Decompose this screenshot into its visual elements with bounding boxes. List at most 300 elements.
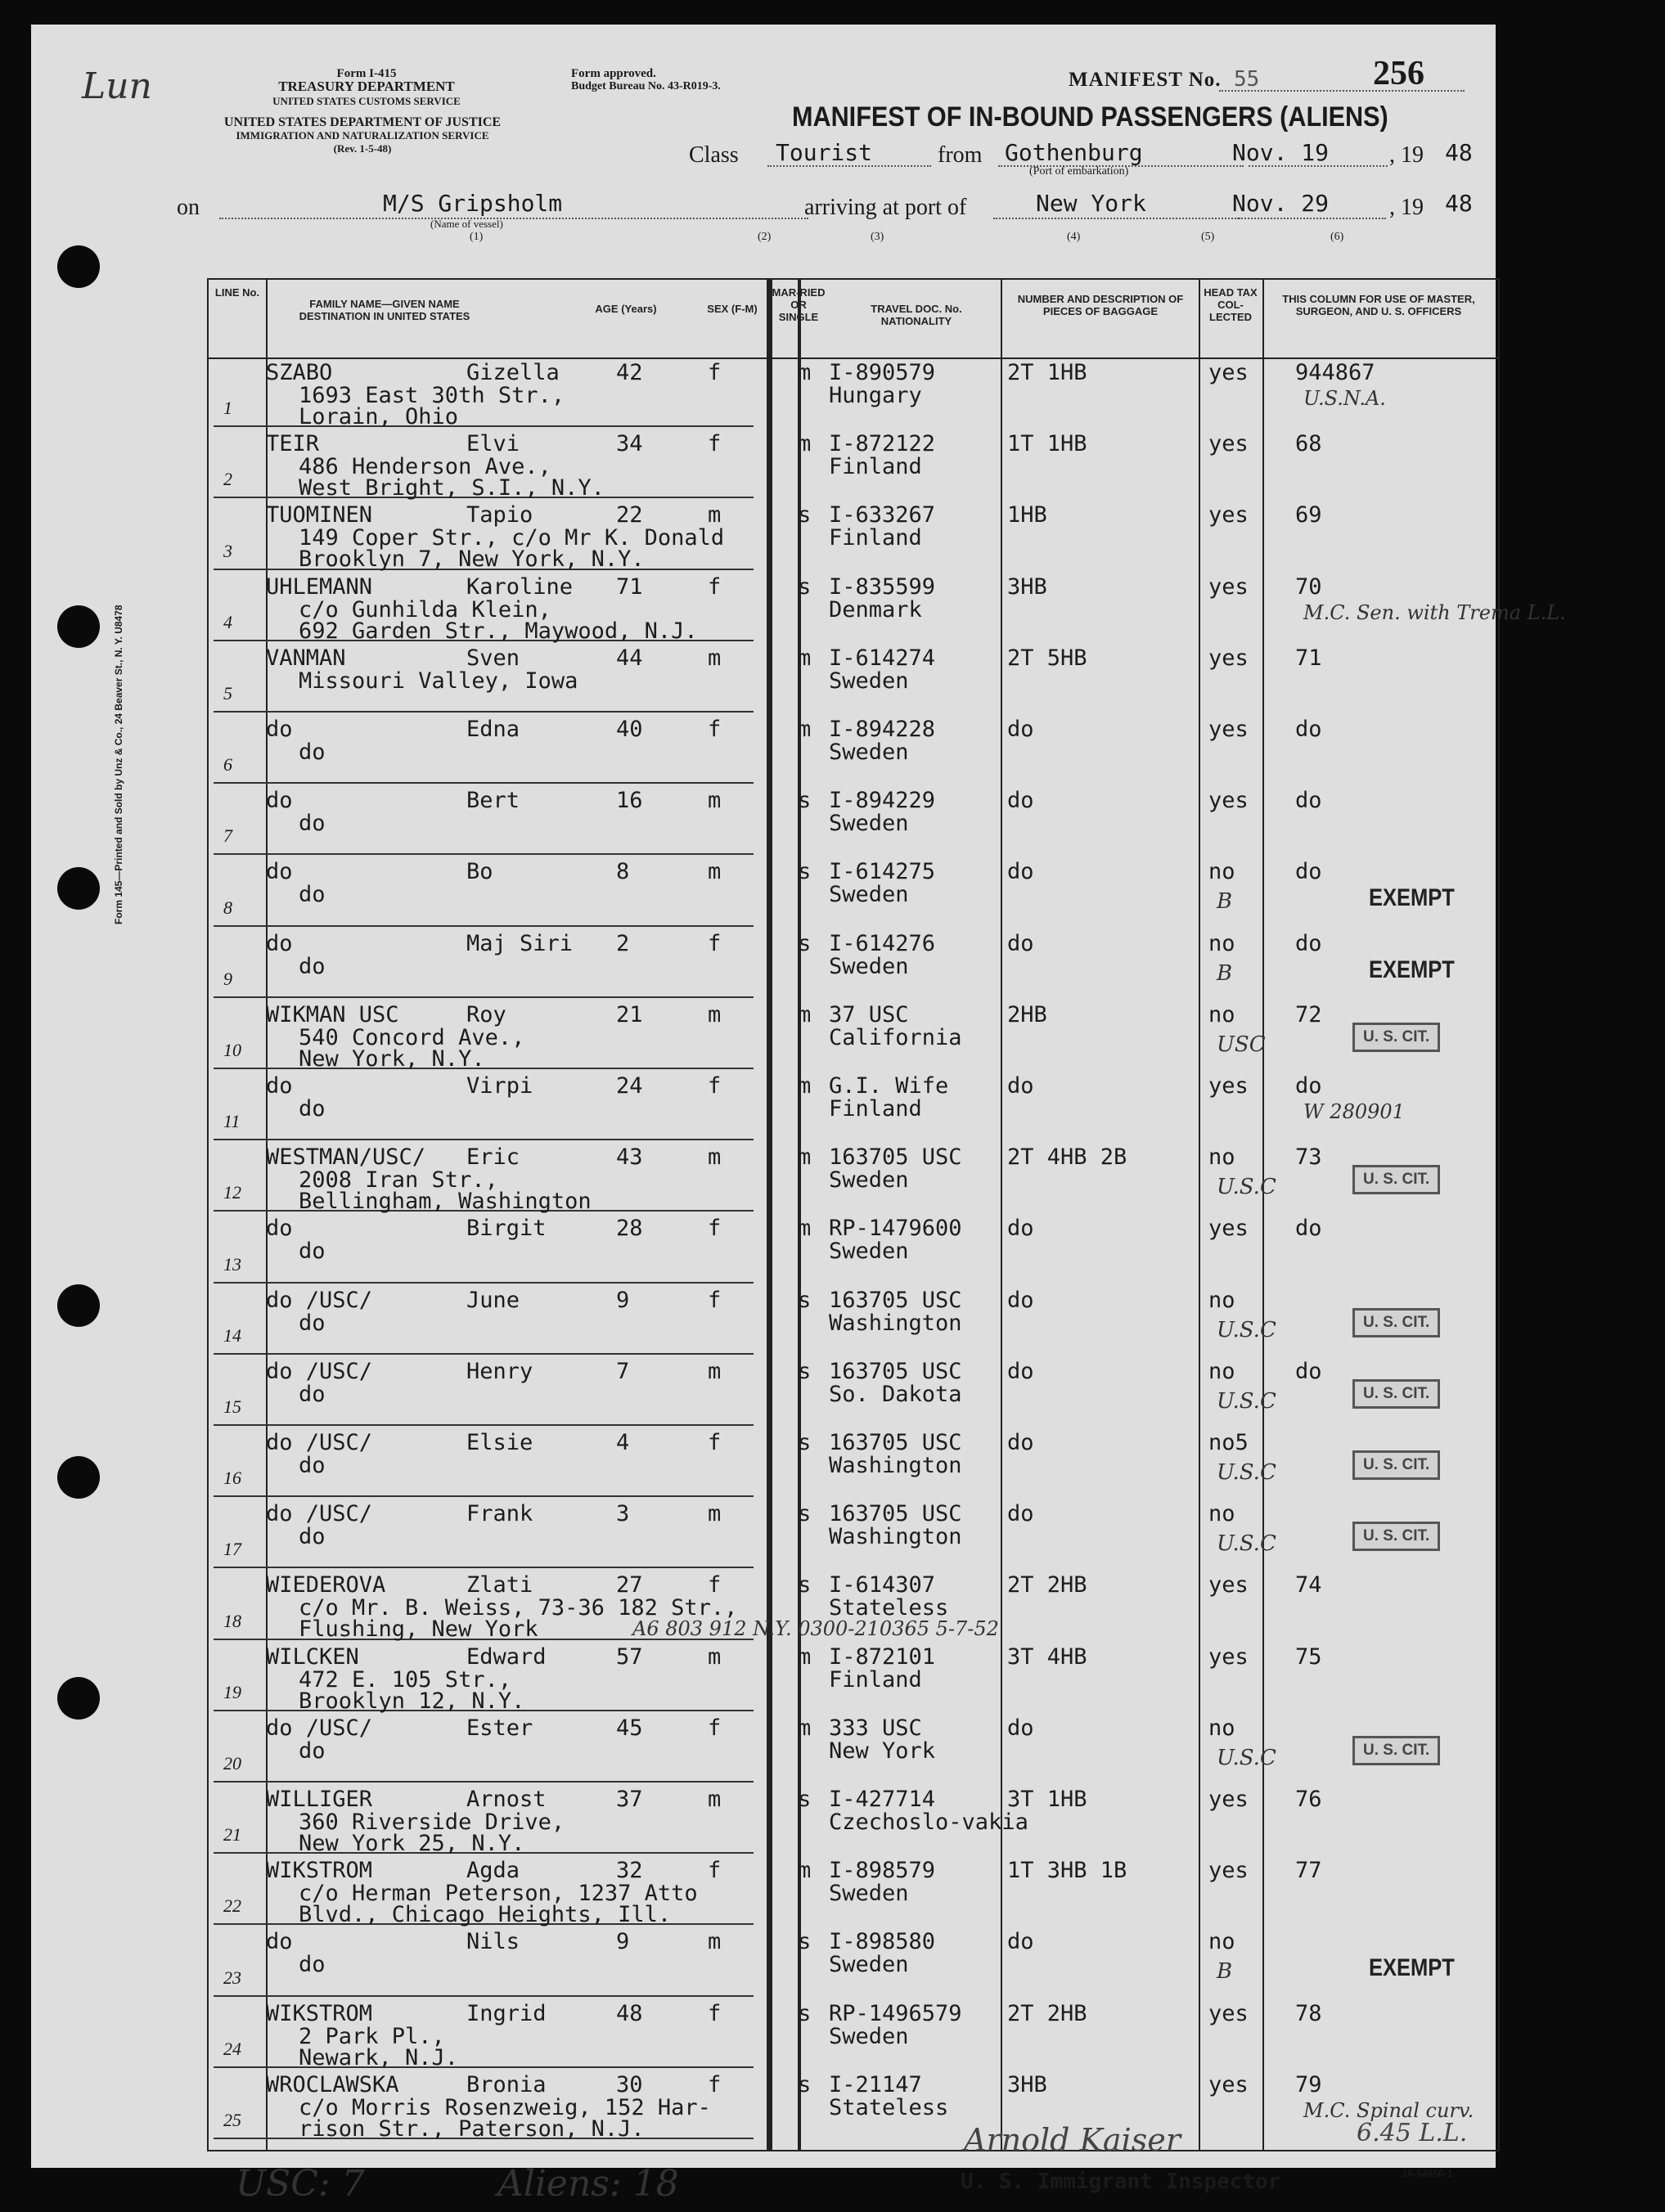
punch-hole (57, 245, 100, 288)
marital-status: m (798, 1643, 812, 1670)
class-label: Class (689, 142, 739, 168)
sex: f (708, 1858, 722, 1884)
revision-date: (Rev. 1-5-48) (333, 142, 392, 155)
col-num-6: (6) (1330, 231, 1344, 243)
marital-status: s (798, 1430, 812, 1455)
destination-line-2: New York, N.Y. (299, 1045, 485, 1072)
marital-status: s (798, 1287, 812, 1313)
travel-document: RP-1496579 (829, 2000, 962, 2026)
sex: f (708, 930, 722, 956)
us-citizen-stamp: U. S. CIT. (1352, 1450, 1440, 1480)
destination-line-1: c/o Morris Rosenzweig, 152 Har- (299, 2094, 711, 2120)
nationality: Sweden (829, 1881, 909, 1907)
age: 44 (616, 645, 643, 671)
vessel-name: M/S Gripsholm (383, 190, 563, 217)
nationality: So. Dakota (829, 1381, 962, 1407)
given-name: Elvi (466, 431, 520, 457)
row-rule (214, 2066, 754, 2068)
us-citizen-stamp: U. S. CIT. (1352, 1308, 1440, 1338)
sex: m (708, 859, 722, 885)
nationality: Hungary (829, 383, 922, 408)
travel-document: I-427714 (829, 1787, 936, 1812)
nationality: Czechoslo-vakia (829, 1810, 1028, 1835)
given-name: Maj Siri (466, 930, 574, 956)
margin-note: Lun (82, 65, 152, 107)
line-number: 6 (223, 754, 232, 776)
marital-status: s (798, 1787, 812, 1812)
us-citizen-stamp: U. S. CIT. (1352, 1165, 1440, 1194)
officer-entry: 78 (1295, 2000, 1322, 2026)
row-rule (214, 853, 754, 855)
marital-status: m (798, 645, 812, 671)
officer-entry: 69 (1295, 502, 1322, 528)
officer-entry: 74 (1295, 1572, 1322, 1598)
row-rule (214, 1567, 754, 1568)
family-name: WILLIGER (266, 1787, 373, 1812)
given-name: Ester (466, 1715, 533, 1741)
age: 37 (616, 1787, 643, 1812)
sex: f (708, 1715, 722, 1741)
age: 9 (616, 1287, 630, 1313)
officer-entry: 68 (1295, 431, 1322, 457)
head-tax: yes (1208, 1572, 1249, 1598)
family-name: WILCKEN (266, 1643, 359, 1670)
embarkation-port: Gothenburg (1005, 139, 1143, 166)
line-number: 14 (223, 1324, 241, 1346)
given-name: Eric (466, 1144, 520, 1171)
travel-document: 163705 USC (829, 1144, 962, 1171)
destination-line-1: 2008 Iran Str., (299, 1167, 498, 1194)
family-name: do /USC/ (266, 1358, 373, 1384)
travel-document: I-21147 (829, 2071, 922, 2097)
sex: m (708, 502, 722, 528)
baggage: 3HB (1007, 573, 1047, 600)
travel-document: 37 USC (829, 1001, 909, 1027)
given-name: Karoline (466, 573, 574, 600)
destination-line-1: c/o Mr. B. Weiss, 73-36 182 Str., (299, 1595, 738, 1621)
on-label: on (177, 195, 200, 220)
age: 57 (616, 1643, 643, 1670)
given-name: Virpi (466, 1073, 533, 1099)
head-tax: no (1208, 1501, 1235, 1527)
destination-line-1: do (299, 1096, 326, 1122)
head-tax: yes (1208, 2071, 1249, 2097)
baggage: do (1007, 1715, 1034, 1741)
inspector-title: U. S. Immigrant Inspector (961, 2169, 1281, 2194)
baggage: 2T 5HB (1007, 645, 1087, 671)
given-name: Arnost (466, 1787, 547, 1812)
destination-line-1: c/o Herman Peterson, 1237 Atto (299, 1881, 698, 1907)
travel-document: 163705 USC (829, 1358, 962, 1384)
head-tax: yes (1208, 717, 1249, 742)
age: 8 (616, 859, 630, 885)
family-name: do /USC/ (266, 1430, 373, 1455)
given-name: Bronia (466, 2071, 547, 2097)
head-tax-note: B (1217, 960, 1233, 986)
signature-note: 6.45 L.L. (1357, 2119, 1468, 2147)
officer-entry: do (1295, 1358, 1322, 1384)
given-name: Birgit (466, 1216, 547, 1242)
baggage: 3T 1HB (1007, 1787, 1087, 1812)
destination-line-2: Brooklyn 12, N.Y. (299, 1688, 525, 1714)
age: 4 (616, 1430, 630, 1455)
sex: f (708, 1572, 722, 1598)
col-age: AGE (Years) (595, 303, 657, 315)
age: 22 (616, 502, 643, 528)
baggage: do (1007, 1216, 1034, 1242)
immigration-service: IMMIGRATION AND NATURALIZATION SERVICE (236, 129, 489, 142)
age: 9 (616, 1929, 630, 1955)
line-number: 16 (223, 1468, 241, 1489)
officer-entry: 76 (1295, 1787, 1322, 1812)
head-tax-note: U.S.C (1217, 1388, 1276, 1414)
page-number: 256 (1373, 55, 1424, 92)
baggage: 1T 3HB 1B (1007, 1858, 1127, 1884)
head-tax: yes (1208, 788, 1249, 814)
col-line-no: LINE No. (214, 286, 260, 299)
officer-entry: do (1295, 1073, 1322, 1099)
sex: m (708, 1643, 722, 1670)
head-tax-note: U.S.C (1217, 1531, 1276, 1557)
family-name: do (266, 930, 293, 956)
head-tax: yes (1208, 1216, 1249, 1242)
given-name: Bo (466, 859, 493, 885)
port-caption: (Port of embarkation) (1029, 165, 1129, 178)
baggage: 2T 2HB (1007, 1572, 1087, 1598)
baggage: do (1007, 930, 1034, 956)
age: 45 (616, 1715, 643, 1741)
sex: m (708, 1358, 722, 1384)
sex: f (708, 2071, 722, 2097)
line-number: 4 (223, 611, 232, 632)
line-number: 24 (223, 2038, 241, 2059)
age: 27 (616, 1572, 643, 1598)
head-tax: yes (1208, 645, 1249, 671)
marital-status: m (798, 1073, 812, 1099)
officer-entry: 944867 (1295, 360, 1375, 385)
destination-line-2: New York 25, N.Y. (299, 1831, 525, 1856)
embarkation-year: 48 (1445, 139, 1473, 166)
officer-entry: do (1295, 930, 1322, 956)
head-tax: no (1208, 859, 1235, 885)
nationality: Washington (829, 1524, 962, 1550)
given-name: Zlati (466, 1572, 533, 1598)
given-name: Nils (466, 1929, 520, 1955)
travel-document: I-835599 (829, 573, 936, 600)
head-tax: yes (1208, 360, 1249, 385)
travel-document: RP-1479600 (829, 1216, 962, 1242)
line-number: 2 (223, 469, 232, 490)
travel-document: 163705 USC (829, 1287, 962, 1313)
line-number: 19 (223, 1681, 241, 1702)
travel-document: 163705 USC (829, 1430, 962, 1455)
head-tax: yes (1208, 431, 1249, 457)
family-name: UHLEMANN (266, 573, 373, 600)
head-tax: no (1208, 1929, 1235, 1955)
baggage: do (1007, 1287, 1034, 1313)
department-of-justice: UNITED STATES DEPARTMENT OF JUSTICE (223, 115, 502, 129)
family-name: TUOMINEN (266, 502, 373, 528)
line-number: 18 (223, 1610, 241, 1631)
vessel-caption: (Name of vessel) (430, 218, 503, 230)
line-number: 13 (223, 1253, 241, 1275)
destination-line-2: Flushing, New York (299, 1616, 538, 1643)
baggage: 2HB (1007, 1001, 1047, 1027)
officer-entry: 73 (1295, 1144, 1322, 1171)
age: 24 (616, 1073, 643, 1099)
officer-entry: 72 (1295, 1001, 1322, 1027)
nationality: Sweden (829, 1167, 909, 1194)
marital-status: s (798, 1572, 812, 1598)
handwritten-note: M.C. Spinal curv. (1303, 2098, 1474, 2122)
handwritten-note: A6 803 912 N.Y. 0300-210365 5-7-52 (632, 1617, 999, 1641)
destination-line-1: 472 E. 105 Str., (299, 1666, 512, 1693)
destination-line-1: do (299, 1310, 326, 1336)
punch-hole (57, 1284, 100, 1327)
from-label: from (938, 142, 983, 168)
age: 34 (616, 431, 643, 457)
travel-document: 163705 USC (829, 1501, 962, 1527)
destination-line-2: West Bright, S.I., N.Y. (299, 475, 605, 501)
nationality: Finland (829, 1666, 922, 1693)
family-name: VANMAN (266, 645, 346, 671)
row-rule (214, 1995, 754, 1997)
destination-line-2: 692 Garden Str., Maywood, N.J. (299, 618, 698, 644)
line-number: 15 (223, 1396, 241, 1417)
head-tax: yes (1208, 1643, 1249, 1670)
nationality: New York (829, 1738, 936, 1764)
marital-status: s (798, 930, 812, 956)
age: 40 (616, 717, 643, 742)
us-citizen-stamp: U. S. CIT. (1352, 1379, 1440, 1409)
sex: f (708, 1073, 722, 1099)
age: 42 (616, 360, 643, 385)
head-tax-note: B (1217, 889, 1233, 915)
officer-entry: 70 (1295, 573, 1322, 600)
table-column-rule (767, 278, 768, 2151)
marital-status: m (798, 717, 812, 742)
given-name: Ingrid (466, 2000, 547, 2026)
given-name: Roy (466, 1001, 506, 1027)
given-name: Bert (466, 788, 520, 814)
marital-status: m (798, 1858, 812, 1884)
arrival-year-prefix: , 19 (1389, 195, 1424, 220)
customs-service: UNITED STATES CUSTOMS SERVICE (272, 95, 461, 107)
family-name: do (266, 788, 293, 814)
col-travel-doc: TRAVEL DOC. No. NATIONALITY (871, 303, 962, 327)
destination-line-2: Lorain, Ohio (299, 404, 459, 429)
row-rule (214, 1781, 754, 1783)
line-number: 25 (223, 2110, 241, 2130)
us-citizen-stamp: U. S. CIT. (1352, 1522, 1440, 1551)
col-num-2: (2) (758, 231, 772, 243)
printer-imprint: Form 145—Printed and Sold by Unz & Co., 24 Beaver St., N. Y. U8478 (113, 605, 124, 924)
head-tax: no (1208, 1715, 1235, 1741)
head-tax: no (1208, 1287, 1235, 1313)
given-name: Sven (466, 645, 520, 671)
family-name: do (266, 1929, 293, 1955)
family-name: WIKSTROM (266, 1858, 373, 1884)
marital-status: m (798, 1144, 812, 1171)
line-number: 17 (223, 1539, 241, 1560)
nationality: Sweden (829, 1239, 909, 1265)
nationality: Stateless (829, 2094, 949, 2120)
destination-line-1: do (299, 1738, 326, 1764)
family-name: WIEDEROVA (266, 1572, 386, 1598)
marital-status: s (798, 2071, 812, 2097)
travel-document: I-872101 (829, 1643, 936, 1670)
sex: f (708, 1430, 722, 1455)
travel-document: G.I. Wife (829, 1073, 949, 1099)
class-value: Tourist (776, 139, 873, 166)
age: 7 (616, 1358, 630, 1384)
col-sex: SEX (F-M) (707, 303, 758, 315)
form-approved: Form approved. (571, 67, 656, 80)
punch-hole (57, 1677, 100, 1720)
row-rule (214, 425, 754, 427)
travel-document: I-633267 (829, 502, 936, 528)
marital-status: m (798, 1001, 812, 1027)
form-code: 16-54650-1 (1402, 2168, 1453, 2179)
sex: m (708, 1929, 722, 1955)
given-name: Edward (466, 1643, 547, 1670)
head-tax-note: U.S.C (1217, 1745, 1276, 1770)
given-name: Henry (466, 1358, 533, 1384)
age: 28 (616, 1216, 643, 1242)
punch-hole (57, 1456, 100, 1499)
exempt-stamp: EXEMPT (1369, 955, 1455, 983)
aliens-count: Aliens: 18 (497, 2163, 679, 2205)
age: 48 (616, 2000, 643, 2026)
family-name: WIKSTROM (266, 2000, 373, 2026)
arrival-port: New York (1036, 190, 1146, 217)
baggage: 3T 4HB (1007, 1643, 1087, 1670)
head-tax-note: U.S.C (1217, 1317, 1276, 1342)
row-rule (214, 1495, 754, 1497)
row-rule (214, 996, 754, 998)
manifest-label: MANIFEST No. (1069, 69, 1222, 91)
inspector-signature: Arnold Kaiser (964, 2122, 1181, 2158)
nationality: Sweden (829, 811, 909, 837)
family-name: do /USC/ (266, 1501, 373, 1527)
line-number: 1 (223, 398, 232, 419)
marital-status: s (798, 1358, 812, 1384)
nationality: Denmark (829, 596, 922, 623)
given-name: Gizella (466, 360, 560, 385)
nationality: Sweden (829, 1952, 909, 1978)
head-tax: yes (1208, 1073, 1249, 1099)
destination-line-1: do (299, 882, 326, 908)
us-citizen-stamp: U. S. CIT. (1352, 1736, 1440, 1765)
marital-status: s (798, 573, 812, 600)
line-number: 5 (223, 683, 232, 704)
baggage: 2T 1HB (1007, 360, 1087, 385)
marital-status: s (798, 502, 812, 528)
nationality: Finland (829, 525, 922, 551)
age: 3 (616, 1501, 630, 1527)
family-name: do (266, 1216, 293, 1242)
line-number: 20 (223, 1753, 241, 1774)
head-tax: yes (1208, 1787, 1249, 1812)
baggage: 3HB (1007, 2071, 1047, 2097)
baggage: do (1007, 1929, 1034, 1955)
sex: f (708, 2000, 722, 2026)
marital-status: m (798, 431, 812, 457)
head-tax-note: U.S.C (1217, 1460, 1276, 1485)
exempt-stamp: EXEMPT (1369, 1954, 1455, 1982)
nationality: Washington (829, 1453, 962, 1478)
marital-status: s (798, 1929, 812, 1955)
head-tax-note: USC (1217, 1032, 1266, 1057)
destination-line-1: 149 Coper Str., c/o Mr K. Donald (299, 525, 725, 551)
line-number: 3 (223, 540, 232, 561)
age: 2 (616, 930, 630, 956)
marital-status: s (798, 1501, 812, 1527)
nationality: Sweden (829, 740, 909, 765)
nationality: Sweden (829, 882, 909, 908)
handwritten-note: W 280901 (1303, 1100, 1405, 1123)
sex: f (708, 717, 722, 742)
destination-line-1: do (299, 740, 326, 765)
family-name: WROCLAWSKA (266, 2071, 399, 2097)
family-name: do (266, 859, 293, 885)
sex: f (708, 360, 722, 385)
head-tax: no (1208, 1144, 1235, 1171)
travel-document: I-894229 (829, 788, 936, 814)
baggage: do (1007, 1073, 1034, 1099)
officer-entry: do (1295, 859, 1322, 885)
destination-line-2: Newark, N.J. (299, 2044, 459, 2070)
destination-line-1: c/o Gunhilda Klein, (299, 596, 551, 623)
marital-status: s (798, 859, 812, 885)
usc-count: USC: 7 (236, 2163, 365, 2205)
row-rule (214, 1139, 754, 1140)
form-number: Form I-415 (336, 67, 397, 80)
col-num-4: (4) (1067, 231, 1081, 243)
family-name: SZABO (266, 360, 333, 385)
destination-line-1: do (299, 811, 326, 837)
destination-line-2: Blvd., Chicago Heights, Ill. (299, 1902, 672, 1928)
col-num-5: (5) (1201, 231, 1215, 243)
manifest-number: 55 (1234, 67, 1260, 92)
arrival-year: 48 (1445, 190, 1473, 217)
handwritten-note: M.C. Sen. with Trema L.L. (1303, 600, 1566, 624)
line-number: 12 (223, 1182, 241, 1203)
handwritten-note: U.S.N.A. (1303, 387, 1386, 410)
destination-line-1: 360 Riverside Drive, (299, 1810, 565, 1835)
officer-entry: 77 (1295, 1858, 1322, 1884)
row-rule (214, 1282, 754, 1284)
head-tax: yes (1208, 1858, 1249, 1884)
family-name: WESTMAN/USC/ (266, 1144, 426, 1171)
travel-document: I-614307 (829, 1572, 936, 1598)
row-rule (214, 925, 754, 927)
officer-entry: 79 (1295, 2071, 1322, 2097)
travel-document: I-898580 (829, 1929, 936, 1955)
sex: m (708, 645, 722, 671)
travel-document: I-890579 (829, 360, 936, 385)
exempt-stamp: EXEMPT (1369, 884, 1455, 912)
col-num-1: (1) (470, 231, 484, 243)
officer-entry: 75 (1295, 1643, 1322, 1670)
sex: m (708, 1501, 722, 1527)
nationality: Finland (829, 454, 922, 480)
travel-document: 333 USC (829, 1715, 922, 1741)
table-column-rule (1001, 278, 1002, 2151)
nationality: Sweden (829, 2023, 909, 2049)
destination-line-1: do (299, 1239, 326, 1265)
arriving-label: arriving at port of (804, 195, 967, 220)
